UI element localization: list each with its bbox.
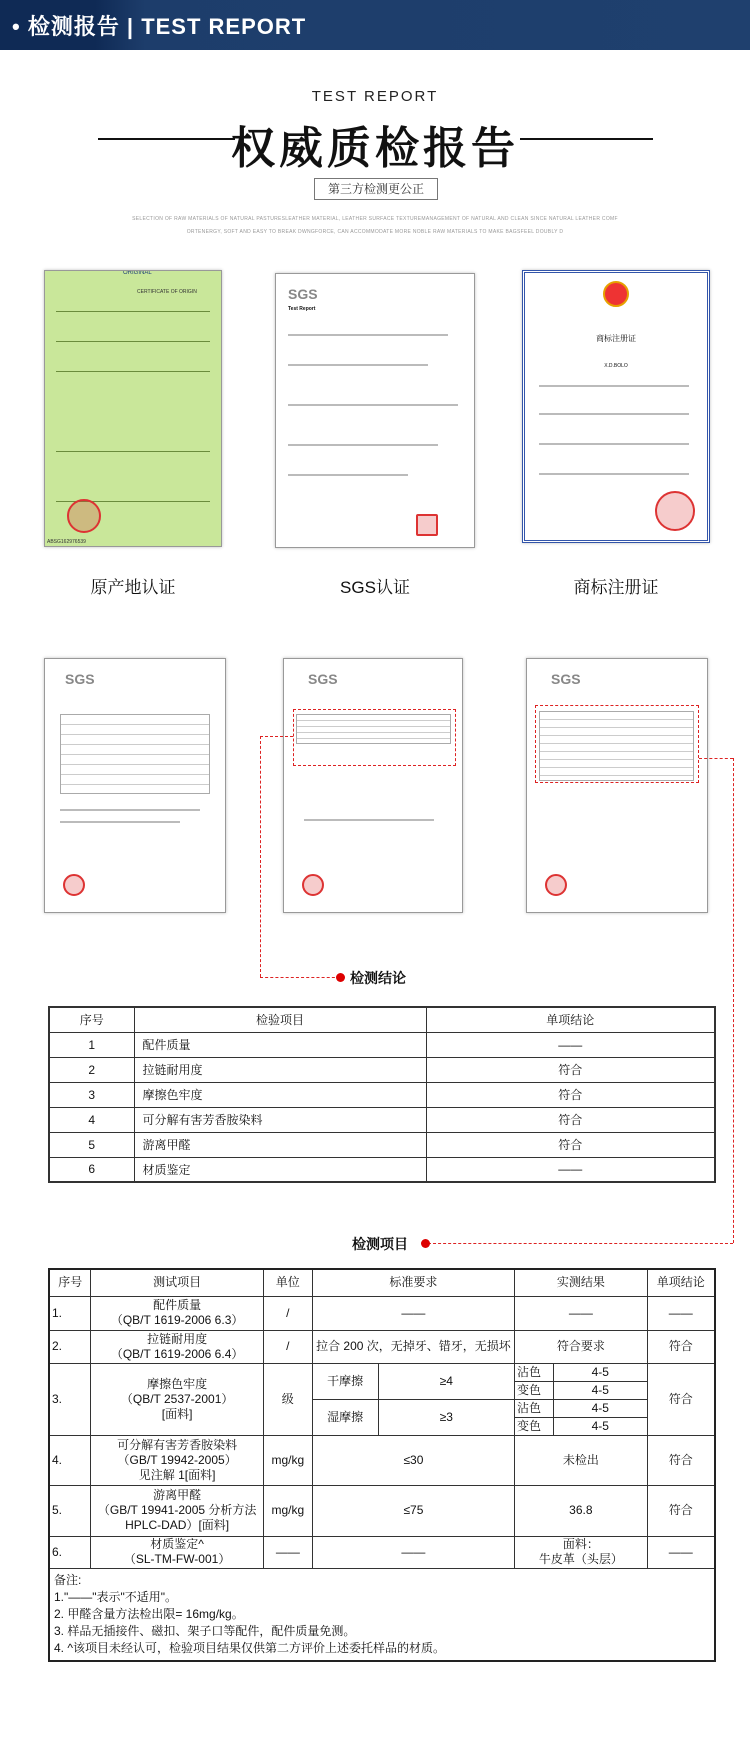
- cell: 级: [263, 1363, 312, 1435]
- table-row: [49, 1536, 715, 1568]
- cert-footer: ABSG162976539: [47, 539, 86, 545]
- sgs-report-page-3: [526, 658, 708, 913]
- table-row: [49, 1363, 715, 1381]
- item-material: [面料]: [161, 1406, 193, 1421]
- title-divider-right: [520, 138, 653, 140]
- cell: 5.: [49, 1485, 91, 1536]
- notes-row: [49, 1568, 715, 1661]
- sgs-seal-icon: [545, 874, 567, 896]
- certificate-label: SGS认证: [340, 578, 410, 597]
- cert-stamp: ORIGINAL: [123, 270, 152, 276]
- table-row: [49, 1057, 715, 1082]
- cert-name: X.D.BOLO: [604, 363, 628, 369]
- cell: [91, 1536, 263, 1568]
- column-header: 单位: [263, 1269, 312, 1296]
- item-name: 摩擦色牢度: [147, 1376, 208, 1391]
- cell: 6: [49, 1157, 134, 1182]
- item-standard: （GB/T 19941-2005 分析方法 HPLC-DAD）[面料]: [97, 1503, 257, 1532]
- column-header: 实测结果: [515, 1269, 648, 1296]
- cell: 4-5: [553, 1363, 647, 1381]
- hero-title: 权威质检报告: [231, 124, 519, 173]
- table-row: [49, 1435, 715, 1485]
- cell: 湿摩擦: [312, 1399, 378, 1435]
- cell: mg/kg: [263, 1435, 312, 1485]
- cert-heading: 商标注册证: [596, 334, 636, 343]
- column-header: 序号: [49, 1269, 91, 1296]
- cell: 符合: [426, 1082, 715, 1107]
- cell: 4: [49, 1107, 134, 1132]
- test-items-table: [48, 1268, 716, 1662]
- conclusion-table: [48, 1006, 716, 1183]
- cell: 4-5: [553, 1417, 647, 1435]
- cell: 6.: [49, 1536, 91, 1568]
- cell: ——: [426, 1157, 715, 1182]
- connector-line: [733, 758, 734, 1243]
- cell: /: [263, 1296, 312, 1330]
- trademark-certificate-image: [522, 270, 710, 543]
- cell: 符合: [647, 1363, 715, 1435]
- column-header: 单项结论: [426, 1007, 715, 1032]
- cell: 沾色: [515, 1399, 554, 1417]
- cell: 拉合 200 次，无掉牙、错牙，无损坏: [312, 1330, 514, 1363]
- table-row: [49, 1296, 715, 1330]
- item-standard: （GB/T 19942-2005）: [117, 1452, 237, 1467]
- cell: ≥4: [378, 1363, 514, 1399]
- cell: 符合: [647, 1435, 715, 1485]
- cell: 2: [49, 1057, 134, 1082]
- connector-line: [428, 1243, 733, 1244]
- cell: 符合: [426, 1107, 715, 1132]
- cell: [91, 1485, 263, 1536]
- cell: ——: [263, 1536, 312, 1568]
- column-header: 单项结论: [647, 1269, 715, 1296]
- cert-heading: CERTIFICATE OF ORIGIN: [137, 289, 197, 295]
- certificate-label: 原产地认证: [90, 578, 176, 597]
- cell: 摩擦色牢度: [134, 1082, 426, 1107]
- cell: 材质鉴定: [134, 1157, 426, 1182]
- cell: 1: [49, 1032, 134, 1057]
- note-line: 1."——"表示"不适用"。: [54, 1589, 178, 1604]
- cert-heading: Test Report: [288, 306, 316, 312]
- cell: 符合: [426, 1132, 715, 1157]
- sgs-seal-icon: [63, 874, 85, 896]
- cell: 符合要求: [515, 1330, 648, 1363]
- cell: [515, 1536, 648, 1568]
- highlight-conclusion-box: [293, 709, 456, 766]
- sgs-report-page-1: [44, 658, 226, 913]
- table-row: [49, 1132, 715, 1157]
- cell: ——: [312, 1296, 514, 1330]
- section-header-title: • 检测报告 | TEST REPORT: [12, 14, 307, 39]
- red-dot-icon: [421, 1239, 430, 1248]
- result-line: 面料：: [562, 1537, 599, 1551]
- sgs-certificate-image: [275, 273, 475, 548]
- stamp-icon: [416, 514, 438, 536]
- column-header: 测试项目: [91, 1269, 263, 1296]
- item-standard: （QB/T 2537-2001）: [120, 1391, 234, 1406]
- cell: 36.8: [515, 1485, 648, 1536]
- item-name: 材质鉴定^: [150, 1537, 204, 1551]
- cell: 4-5: [553, 1399, 647, 1417]
- cell: 5: [49, 1132, 134, 1157]
- cell: 符合: [647, 1485, 715, 1536]
- cell: ——: [647, 1536, 715, 1568]
- cell: ≤75: [312, 1485, 514, 1536]
- hero-fine-text-2: ORTENERGY, SOFT AND EASY TO BREAK DWNGFORCE, CAN ACCOMMODATE MORE NOBLE RAW MATERIALS TO MAKE BAGSFEEL DOUBLY D: [186, 229, 564, 235]
- cell: 1.: [49, 1296, 91, 1330]
- item-name: 游离甲醛: [153, 1488, 202, 1502]
- cell: 未检出: [515, 1435, 648, 1485]
- table-header-row: [49, 1269, 715, 1296]
- hero-eyebrow: TEST REPORT: [311, 88, 439, 105]
- item-note: 见注解 1[面料]: [138, 1467, 216, 1482]
- cell: ——: [426, 1032, 715, 1057]
- red-seal-icon: [655, 491, 695, 531]
- cell: 2.: [49, 1330, 91, 1363]
- cell: 变色: [515, 1381, 554, 1399]
- certificate-label: 商标注册证: [573, 578, 659, 597]
- result-line: 牛皮革（头层）: [538, 1552, 623, 1566]
- cell: 3: [49, 1082, 134, 1107]
- hero-tag: 第三方检测更公正: [314, 178, 438, 200]
- item-name: 拉链耐用度: [147, 1331, 208, 1346]
- cell: 可分解有害芳香胺染料: [134, 1107, 426, 1132]
- cell: /: [263, 1330, 312, 1363]
- sgs-seal-icon: [302, 874, 324, 896]
- connector-line: [260, 977, 340, 978]
- cell: [91, 1363, 263, 1435]
- connector-line: [260, 736, 293, 737]
- red-seal-icon: [67, 499, 101, 533]
- column-header: 检验项目: [134, 1007, 426, 1032]
- cell: [91, 1296, 263, 1330]
- cell: [91, 1330, 263, 1363]
- certificate-of-origin-image: [44, 270, 222, 547]
- cell: 4.: [49, 1435, 91, 1485]
- cell: ——: [515, 1296, 648, 1330]
- notes-cell: [49, 1568, 715, 1661]
- cell: 拉链耐用度: [134, 1057, 426, 1082]
- section-header-bar: [0, 0, 750, 50]
- sgs-logo: SGS: [308, 671, 338, 687]
- cell: 游离甲醛: [134, 1132, 426, 1157]
- highlight-items-box: [535, 705, 699, 783]
- red-dot-icon: [336, 973, 345, 982]
- cell: [91, 1435, 263, 1485]
- cell: ——: [647, 1296, 715, 1330]
- table-row: [49, 1330, 715, 1363]
- cell: 4-5: [553, 1381, 647, 1399]
- cell: ≥3: [378, 1399, 514, 1435]
- table-row: [49, 1032, 715, 1057]
- connector-line: [260, 736, 261, 977]
- column-header: 标准要求: [312, 1269, 514, 1296]
- note-line: 4. ^该项目未经认可，检验项目结果仅供第二方评价上述委托样品的材质。: [54, 1640, 445, 1655]
- table-row: [49, 1157, 715, 1182]
- cell: ——: [312, 1536, 514, 1568]
- column-header: 序号: [49, 1007, 134, 1032]
- note-line: 2. 甲醛含量方法检出限= 16mg/kg。: [54, 1606, 244, 1621]
- item-standard: （QB/T 1619-2006 6.3）: [110, 1313, 244, 1327]
- cell: ≤30: [312, 1435, 514, 1485]
- cell: 配件质量: [134, 1032, 426, 1057]
- sgs-report-page-2: [283, 658, 463, 913]
- conclusion-title: 检测结论: [350, 970, 406, 986]
- cell: 3.: [49, 1363, 91, 1435]
- item-name: 可分解有害芳香胺染料: [117, 1437, 238, 1452]
- note-line: 备注:: [54, 1572, 82, 1587]
- table-row: [49, 1485, 715, 1536]
- cell: mg/kg: [263, 1485, 312, 1536]
- cell: 干摩擦: [312, 1363, 378, 1399]
- national-emblem-icon: [603, 281, 629, 307]
- cell: 沾色: [515, 1363, 554, 1381]
- items-title: 检测项目: [352, 1236, 408, 1252]
- table-row: [49, 1107, 715, 1132]
- cell: 符合: [647, 1330, 715, 1363]
- connector-line: [699, 758, 733, 759]
- table-header-row: [49, 1007, 715, 1032]
- item-name: 配件质量: [153, 1298, 202, 1312]
- table-row: [49, 1082, 715, 1107]
- sgs-logo: SGS: [288, 286, 318, 302]
- cell: 变色: [515, 1417, 554, 1435]
- sgs-logo: SGS: [65, 671, 95, 687]
- item-standard: （SL-TM-FW-001）: [123, 1552, 231, 1566]
- hero-fine-text-1: SELECTION OF RAW MATERIALS OF NATURAL PASTURESLEATHER MATERIAL, LEATHER SURFACE TEXTUREMANAGEMENT OF NATURAL AND CLEAN SINCE NATURAL LEATHER COMF: [132, 216, 618, 222]
- cell: 符合: [426, 1057, 715, 1082]
- note-line: 3. 样品无插接件、磁扣、架子口等配件，配件质量免测。: [54, 1623, 356, 1638]
- item-standard: （QB/T 1619-2006 6.4）: [110, 1346, 244, 1361]
- sgs-logo: SGS: [551, 671, 581, 687]
